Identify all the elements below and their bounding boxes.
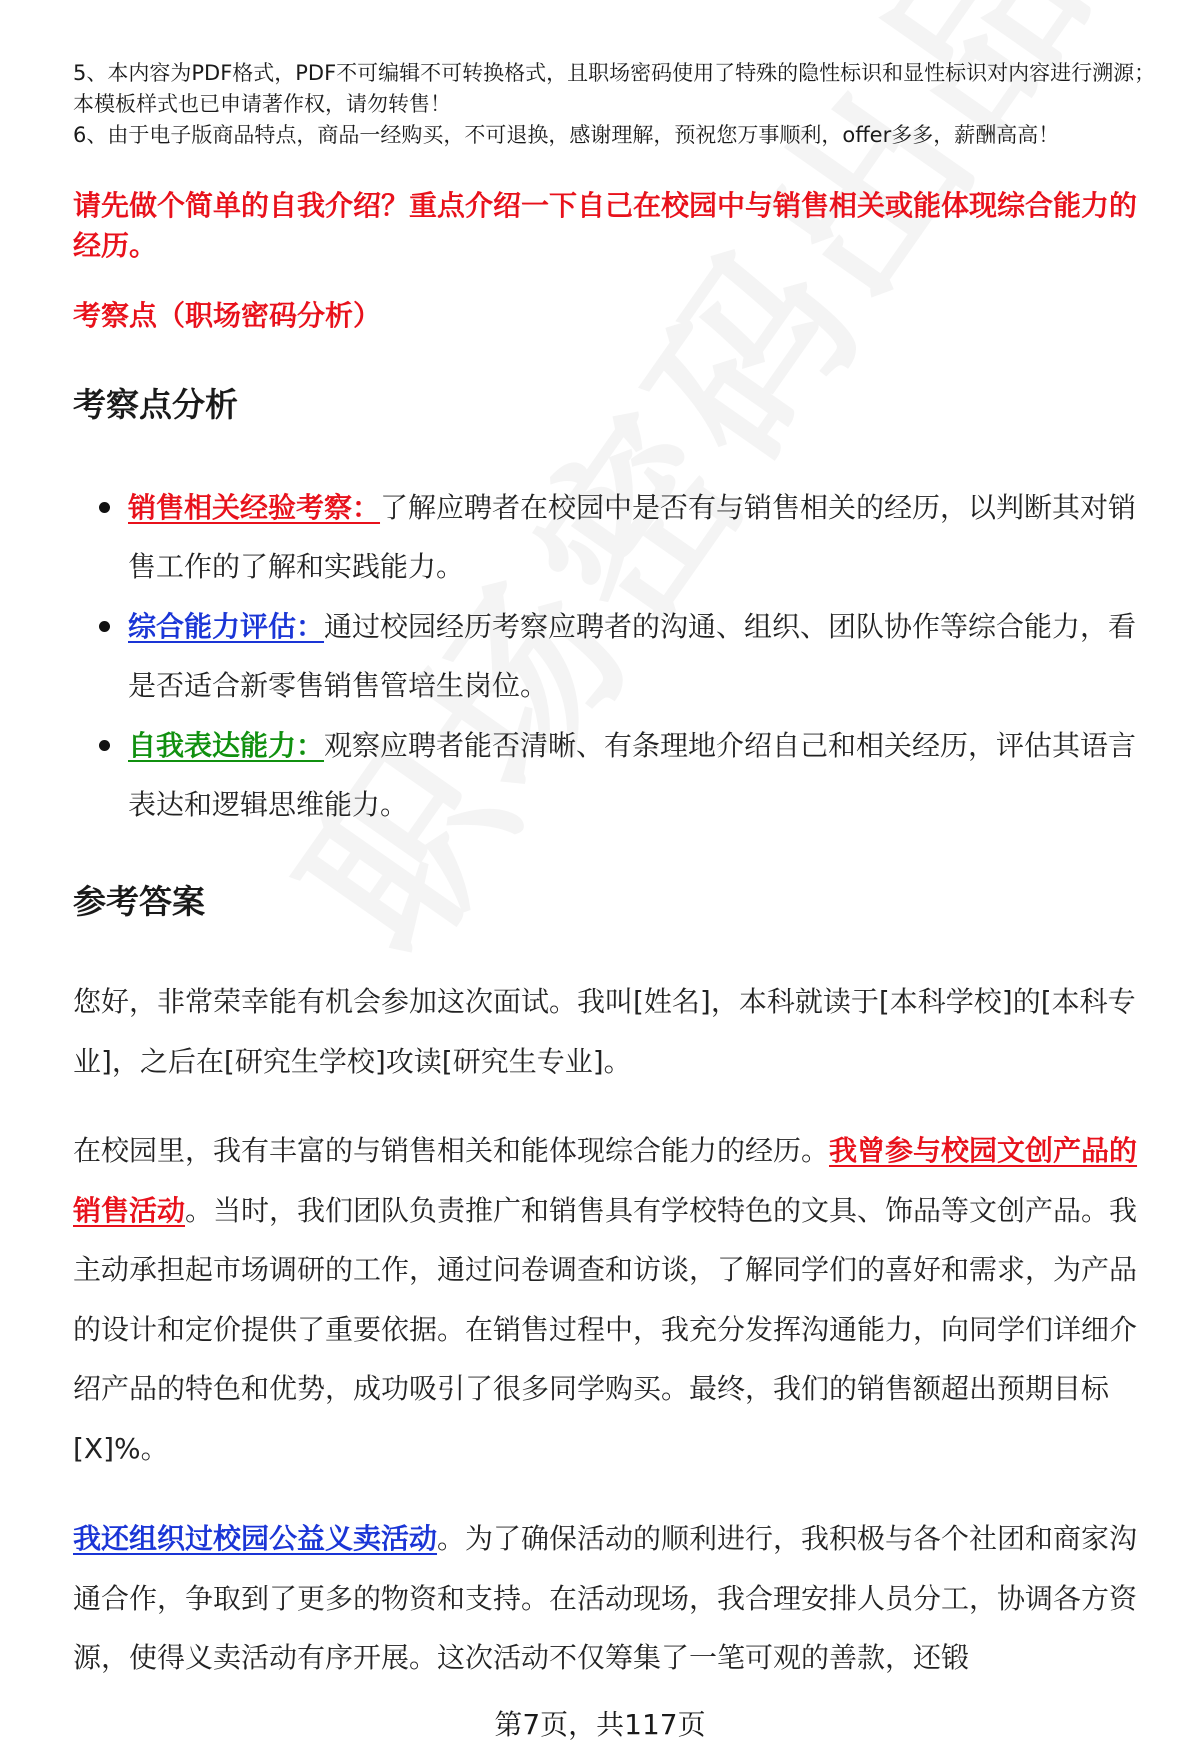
analysis-item-self-expression — [95, 716, 1155, 834]
analysis-list — [95, 478, 1155, 835]
analysis-text: 观察应聘者能否清晰、有条理地介绍自己和相关经历，评估其语言表达和逻辑思维能力。 — [128, 729, 1137, 821]
note-5: 5、本内容为PDF格式，PDF不可编辑不可转换格式，且职场密码使用了特殊的隐性标识和显性标识对内容进行溯源；本模板样式也已申请著作权，请勿转售！ — [73, 61, 1156, 116]
analysis-item-comprehensive-ability — [95, 597, 1155, 715]
notes-block — [73, 58, 1163, 151]
answer-paragraph-2 — [73, 1121, 1158, 1478]
answer-text: 。为了确保活动的顺利进行，我积极与各个社团和商家沟通合作，争取到了更多的物资和支持。在活动现场，我合理安排人员分工，协调各方资源，使得义卖活动有序开展。这次活动不仅筹集了一笔可观的善款，还锻 — [73, 1522, 1138, 1674]
exam-point-heading: 考察点（职场密码分析） — [73, 299, 382, 332]
analysis-text: 通过校园经历考察应聘者的沟通、组织、团队协作等综合能力，看是否适合新零售销售管培生岗位。 — [128, 610, 1137, 702]
bullet-icon — [99, 621, 110, 632]
answer-heading: 参考答案 — [73, 882, 205, 921]
note-6: 6、由于电子版商品特点，商品一经购买，不可退换，感谢理解，预祝您万事顺利，offer多多，薪酬高高！ — [73, 123, 1060, 147]
analysis-text: 了解应聘者在校园中是否有与销售相关的经历，以判断其对销售工作的了解和实践能力。 — [128, 491, 1137, 583]
analysis-heading: 考察点分析 — [73, 385, 238, 424]
answer-highlight: 我曾参与校园文创产品的销售活动 — [73, 1134, 1138, 1227]
analysis-keyword: 自我表达能力： — [128, 729, 325, 762]
answer-text: 。当时，我们团队负责推广和销售具有学校特色的文具、饰品等文创产品。我主动承担起市场调研的工作，通过问卷调查和访谈，了解同学们的喜好和需求，为产品的设计和定价提供了重要依据。在销售过程中，我充分发挥沟通能力，向同学们详细介绍产品的特色和优势，成功吸引了很多同学购买。最终，我们的销售额超出预期目标[X]%。 — [73, 1193, 1138, 1465]
bullet-icon — [99, 502, 110, 513]
analysis-item-sales-experience — [95, 478, 1155, 596]
analysis-keyword: 综合能力评估： — [128, 610, 325, 643]
page-number: 第7页，共117页 — [494, 1708, 706, 1741]
answer-highlight: 我还组织过校园公益义卖活动 — [73, 1522, 438, 1555]
bullet-icon — [99, 740, 110, 751]
answer-paragraph-3 — [73, 1509, 1158, 1688]
analysis-keyword: 销售相关经验考察： — [128, 491, 381, 524]
answer-text: 在校园里，我有丰富的与销售相关和能体现综合能力的经历。 — [73, 1134, 830, 1167]
answer-paragraph-1: 您好，非常荣幸能有机会参加这次面试。我叫[姓名]，本科就读于[本科学校]的[本科专业]，之后在[研究生学校]攻读[研究生专业]。 — [73, 985, 1136, 1078]
interview-question: 请先做个简单的自我介绍？重点介绍一下自己在校园中与销售相关或能体现综合能力的经历。 — [73, 189, 1138, 262]
